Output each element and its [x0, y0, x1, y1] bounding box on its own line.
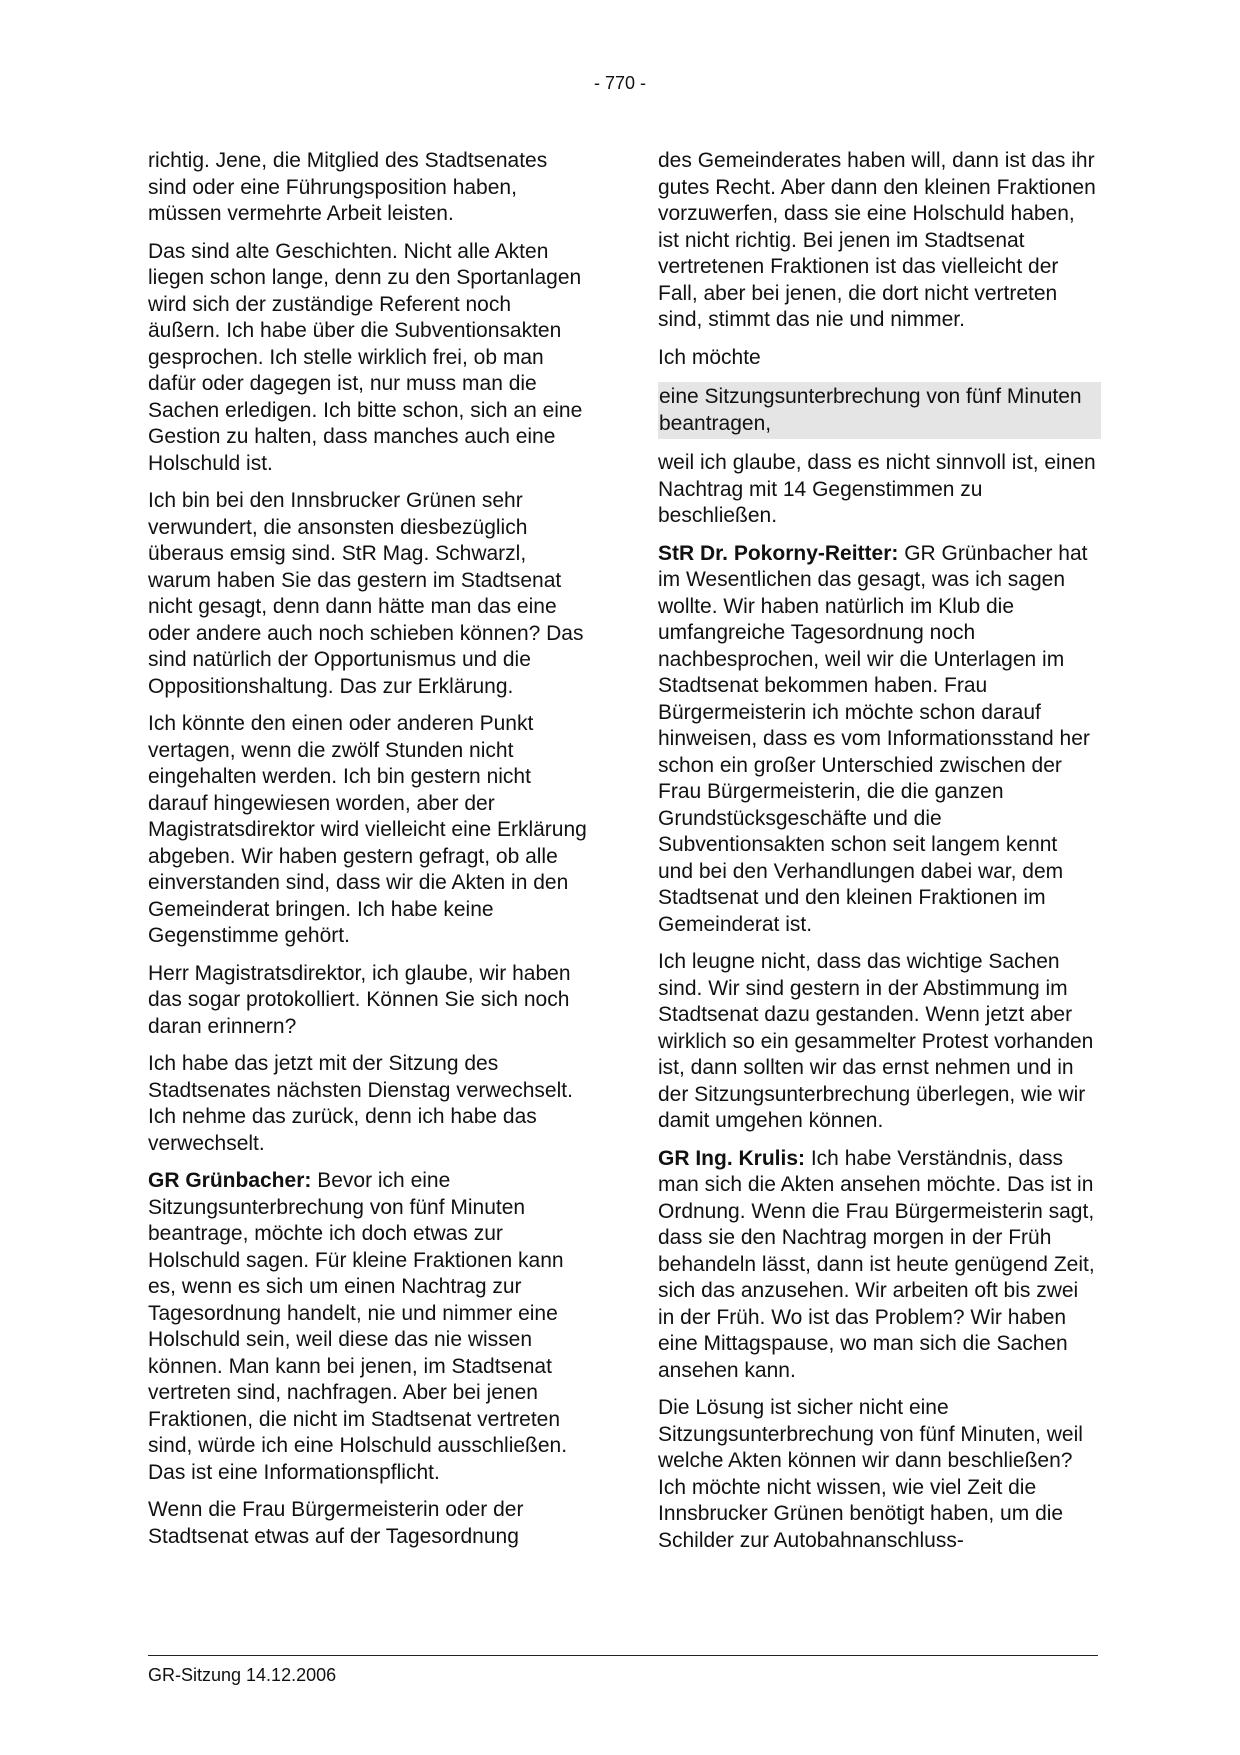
- motion-highlight: eine Sitzungsunterbrechung von fünf Minuten beantragen,: [658, 382, 1101, 439]
- left-paragraph-4: Ich könnte den einen oder anderen Punkt vertagen, wenn die zwölf Stunden nicht eingehalten werden. Ich bin gestern nicht darauf hingewiesen worden, aber der Magistratsdirektor wird vielleicht eine Erklärung abgeben. Wir haben gestern gefragt, ob alle einverstanden sind, dass wir die Akten in den Gemeinderat bringen. Ich habe keine Gegenstimme gehört.: [148, 712, 587, 947]
- left-paragraph-2: Das sind alte Geschichten. Nicht alle Akten liegen schon lange, denn zu den Sportanlagen wird sich der zuständige Referent noch äußern. Ich habe über die Subventionsakten gesprochen. Ich stelle wirklich frei, ob man dafür oder dagegen ist, nur muss man die Sachen erledigen. Ich bitte schon, sich an eine Gestion zu halten, dass manches auch eine Holschuld ist.: [148, 239, 583, 475]
- left-paragraph-8: Wenn die Frau Bürgermeisterin oder der Stadtsenat etwas auf der Tagesordnung: [148, 1498, 524, 1548]
- right-paragraph-8: Die Lösung ist sicher nicht eine Sitzungsunterbrechung von fünf Minuten, weil welche Akten können wir dann beschließen? Ich möchte nicht wissen, wie viel Zeit die Innsbrucker Grünen benötigt haben, um die Schilder zur Autobahnanschluss-: [658, 1396, 1083, 1552]
- right-paragraph-1: des Gemeinderates haben will, dann ist das ihr gutes Recht. Aber dann den kleinen Fraktionen vorzuwerfen, dass sie eine Holschuld haben, ist nicht richtig. Bei jenen im Stadtsenat vertretenen Fraktionen ist das vielleicht der Fall, aber bei jenen, die dort nicht vertreten sind, stimmt das nie und nimmer.: [658, 149, 1096, 331]
- right-paragraph-5: [658, 541, 1098, 939]
- right-column: [658, 148, 1098, 1565]
- speaker-name: StR Dr. Pokorny-Reitter:: [658, 541, 899, 565]
- page-number: - 770 -: [593, 73, 647, 93]
- left-paragraph-7: [148, 1168, 588, 1486]
- left-column: [148, 148, 588, 1561]
- speech-text: Bevor ich eine Sitzungsunterbrechung von fünf Minuten beantrage, möchte ich doch etwas zur Holschuld sagen. Für kleine Fraktionen kann es, wenn es sich um einen Nachtrag zur Tagesordnung handelt, nie und nimmer eine Holschuld sein, weil diese das nie wissen können. Man kann bei jenen, im Stadtsenat vertreten sind, nachfragen. Aber bei jenen Fraktionen, die nicht im Stadtsenat vertreten sind, würde ich eine Holschuld ausschließen. Das ist eine Informationspflicht.: [148, 1169, 568, 1484]
- right-paragraph-7: [658, 1146, 1098, 1385]
- speaker-name: GR Ing. Krulis:: [658, 1146, 805, 1170]
- right-paragraph-2: Ich möchte: [658, 345, 761, 369]
- right-paragraph-4: weil ich glaube, dass es nicht sinnvoll ist, einen Nachtrag mit 14 Gegenstimmen zu beschließen.: [658, 451, 1096, 527]
- left-paragraph-3: Ich bin bei den Innsbrucker Grünen sehr verwundert, die ansonsten diesbezüglich überaus emsig sind. StR Mag. Schwarzl, warum haben Sie das gestern im Stadtsenat nicht gesagt, denn dann hätte man das eine oder andere auch noch schieben können? Das sind natürlich der Opportunismus und die Oppositionshaltung. Das zur Erklärung.: [148, 489, 584, 698]
- left-paragraph-1: richtig. Jene, die Mitglied des Stadtsenates sind oder eine Führungsposition haben, müssen vermehrte Arbeit leisten.: [148, 149, 548, 225]
- right-paragraph-6: Ich leugne nicht, dass das wichtige Sachen sind. Wir sind gestern in der Abstimmung im Stadtsenat dazu gestanden. Wenn jetzt aber wirklich so ein gesammelter Protest vorhanden ist, dann sollten wir das ernst nehmen und in der Sitzungsunterbrechung überlegen, wie wir damit umgehen können.: [658, 950, 1094, 1132]
- speaker-name: GR Grünbacher:: [148, 1169, 312, 1192]
- left-paragraph-6: Ich habe das jetzt mit der Sitzung des Stadtsenates nächsten Dienstag verwechselt. Ich nehme das zurück, denn ich habe das verwechselt.: [148, 1052, 573, 1155]
- footer-session-date: GR-Sitzung 14.12.2006: [148, 1665, 337, 1685]
- speech-text: Ich habe Verständnis, dass man sich die Akten ansehen möchte. Das ist in Ordnung. Wenn die Frau Bürgermeisterin sagt, dass sie den Nachtrag morgen in der Früh behandeln lässt, dann ist heute genügend Zeit, sich das anzusehen. Wir arbeiten oft bis zwei in der Früh. Wo ist das Problem? Wir haben eine Mittagspause, wo man sich die Sachen ansehen kann.: [658, 1146, 1095, 1382]
- left-paragraph-5: Herr Magistratsdirektor, ich glaube, wir haben das sogar protokolliert. Können Sie sich noch daran erinnern?: [148, 961, 571, 1038]
- footer-divider: [148, 1655, 1098, 1656]
- speech-text: GR Grünbacher hat im Wesentlichen das gesagt, was ich sagen wollte. Wir haben natürlich im Klub die umfangreiche Tagesordnung noch nachbesprochen, weil wir die Unterlagen im Stadtsenat bekommen haben. Frau Bürgermeisterin ich möchte schon darauf hinweisen, dass es vom Informationsstand her schon ein großer Unterschied zwischen der Frau Bürgermeisterin, die die ganzen Grundstücksgeschäfte und die Subventionsakten schon seit langem kennt und bei den Verhandlungen dabei war, dem Stadtsenat und den kleinen Fraktionen im Gemeinderat ist.: [658, 541, 1090, 936]
